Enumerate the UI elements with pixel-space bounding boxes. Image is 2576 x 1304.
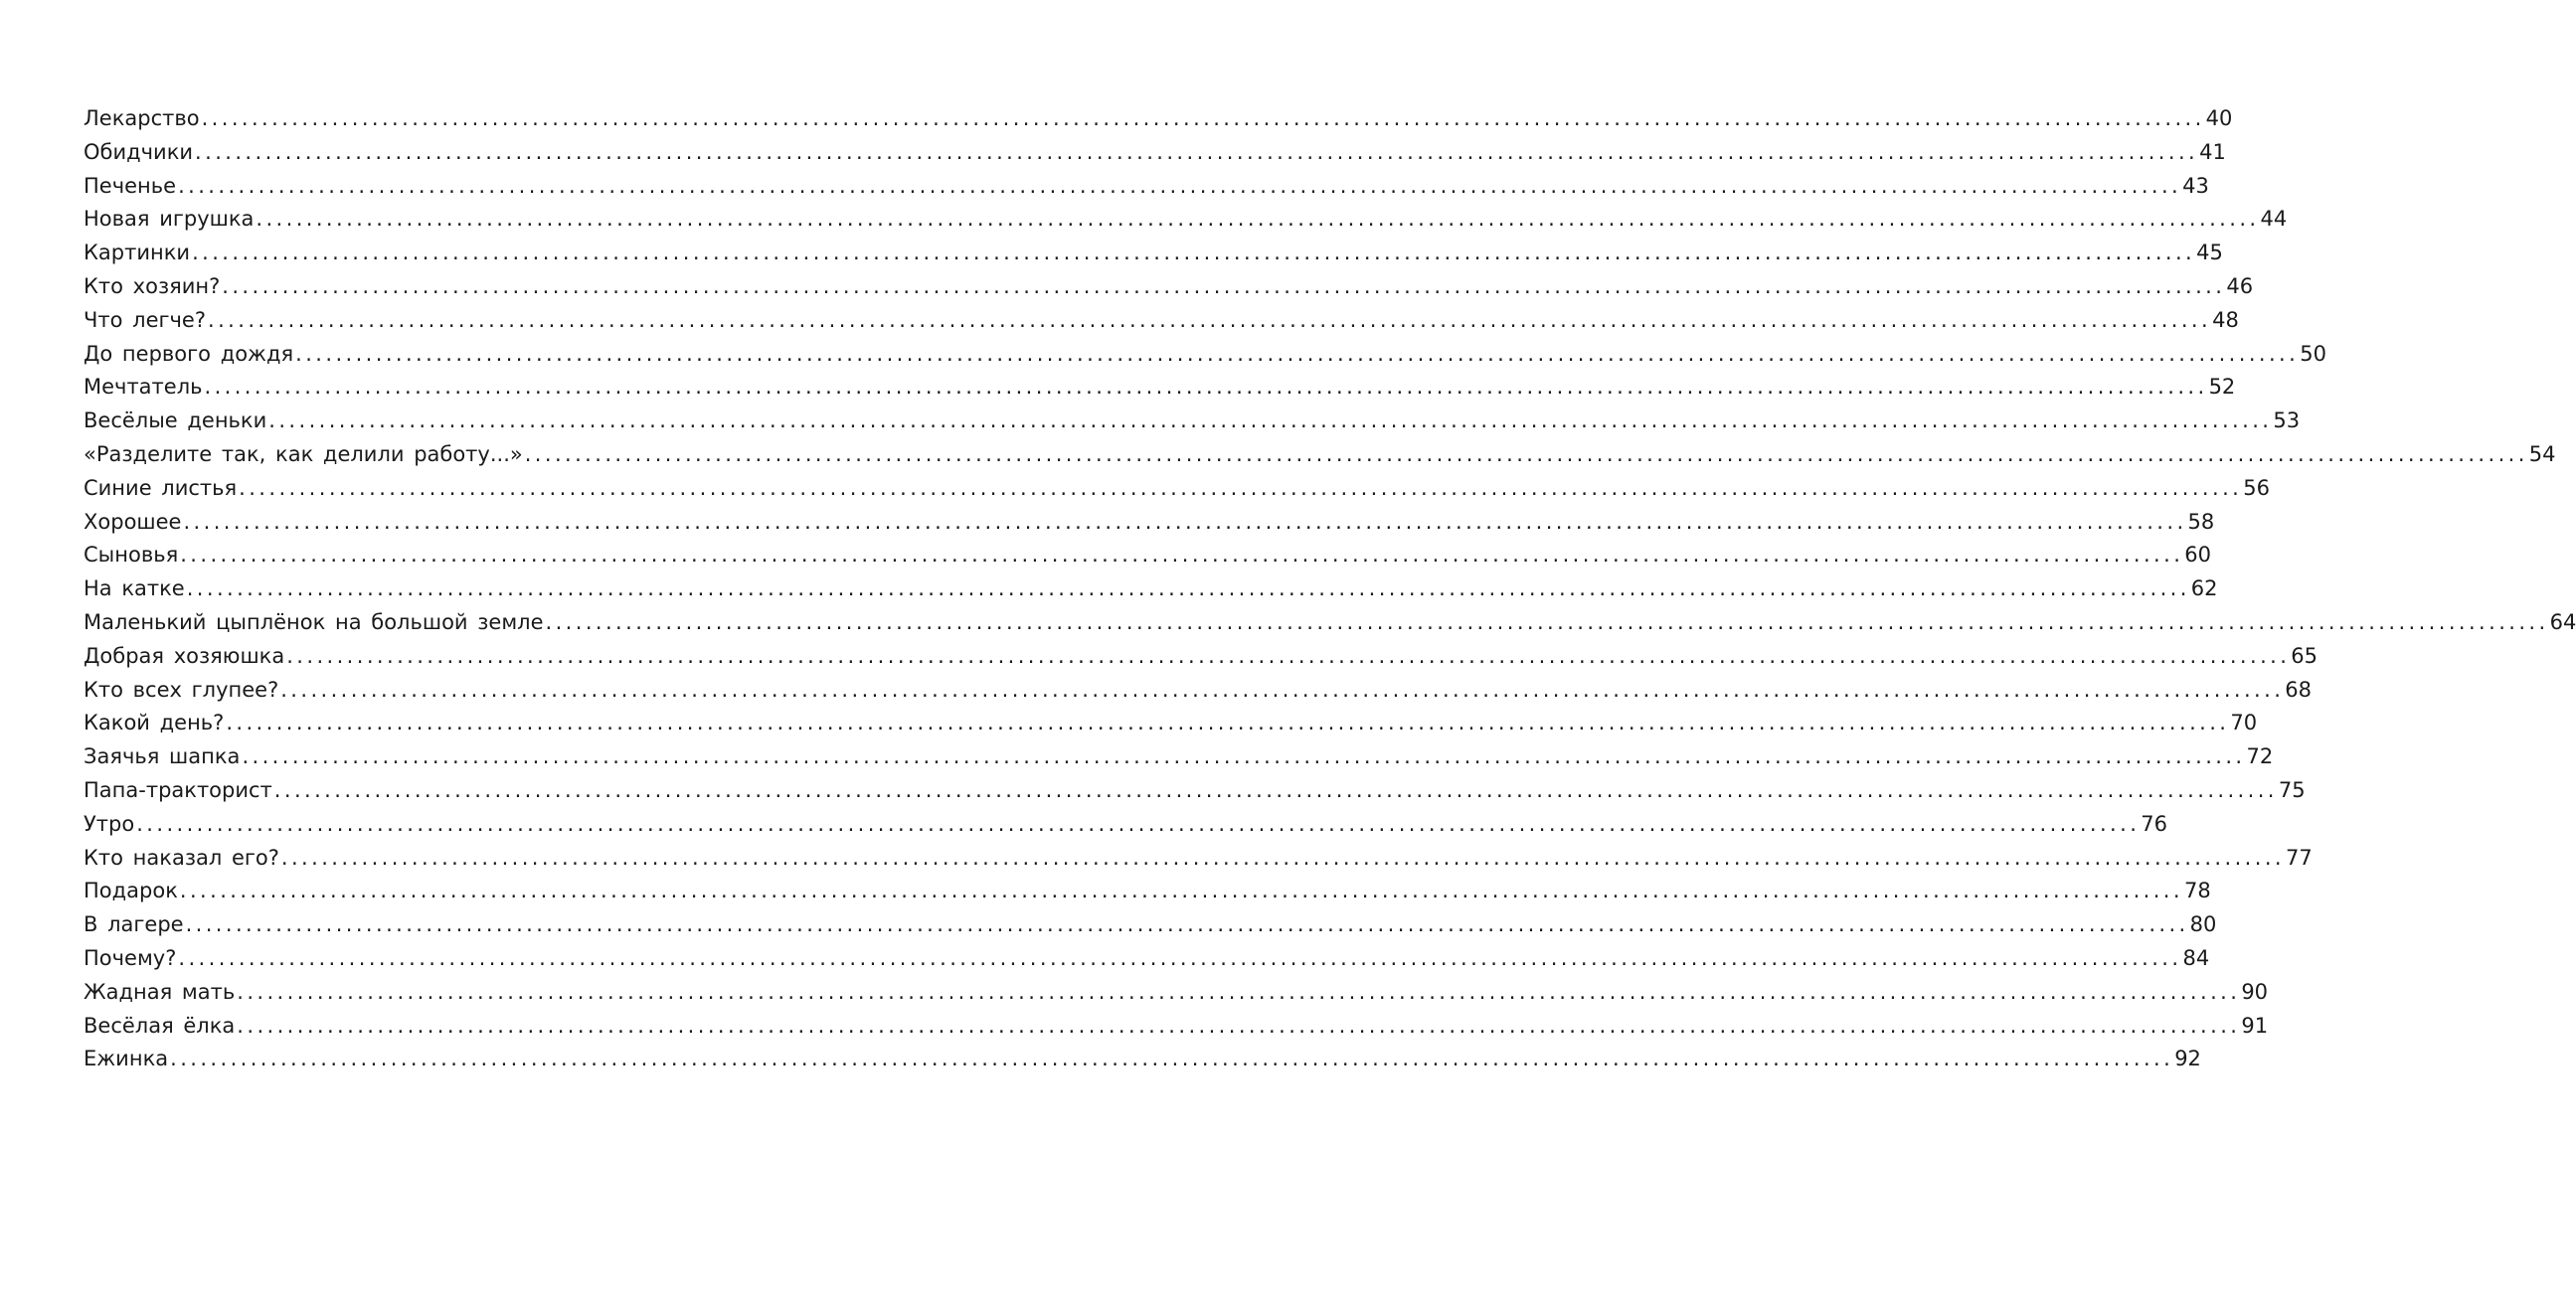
toc-entry-title: Кто всех глупее? xyxy=(84,677,279,702)
toc-entry xyxy=(84,1043,2201,1076)
toc-entry xyxy=(84,774,2306,808)
toc-leader-dots: ........................................................................................................................................................................................................ xyxy=(183,509,2187,534)
toc-entry xyxy=(84,740,2274,774)
toc-leader-dots: ........................................................................................................................................................................................................ xyxy=(208,307,2212,332)
toc-entry-title: Новая игрушка xyxy=(84,207,255,232)
toc-entry-title: Печенье xyxy=(84,173,177,198)
toc-entry-title: Синие листья xyxy=(84,475,238,500)
toc-leader-dots: ........................................................................................................................................................................................................ xyxy=(226,711,2230,735)
toc-entry-page: 76 xyxy=(2141,811,2168,836)
toc-entry-page: 65 xyxy=(2291,643,2318,668)
toc-leader-dots: ........................................................................................................................................................................................................ xyxy=(242,744,2246,769)
toc-entry-page: 58 xyxy=(2187,509,2215,534)
toc-entry-title: Маленький цыплёнок на большой земле xyxy=(84,609,544,634)
toc-leader-dots: ........................................................................................................................................................................................................ xyxy=(280,845,2285,870)
toc-entry-page: 78 xyxy=(2183,879,2211,903)
toc-entry-page: 84 xyxy=(2182,945,2210,970)
toc-leader-dots: ........................................................................................................................................................................................................ xyxy=(136,811,2141,836)
toc-entry xyxy=(84,875,2211,908)
toc-entry-title: Кто наказал его? xyxy=(84,845,279,870)
toc-leader-dots: ........................................................................................................................................................................................................ xyxy=(186,576,2190,601)
toc-entry-page: 77 xyxy=(2285,845,2313,870)
toc-leader-dots: ........................................................................................................................................................................................................ xyxy=(273,777,2278,802)
toc-entry-title: Лекарство xyxy=(84,106,200,130)
toc-entry xyxy=(84,606,2576,640)
toc-entry-page: 56 xyxy=(2243,475,2270,500)
toc-entry xyxy=(84,674,2313,708)
toc-entry xyxy=(84,472,2270,506)
toc-entry xyxy=(84,338,2326,372)
toc-entry-title: Жадная мать xyxy=(84,979,236,1004)
toc-entry-page: 91 xyxy=(2241,1013,2269,1038)
toc-entry-page: 62 xyxy=(2190,576,2218,601)
toc-leader-dots: ........................................................................................................................................................................................................ xyxy=(295,341,2300,366)
toc-entry xyxy=(84,572,2218,606)
toc-entry-title: Папа-тракторист xyxy=(84,777,272,802)
table-of-contents xyxy=(84,102,2576,1076)
toc-entry-page: 72 xyxy=(2246,744,2274,769)
toc-leader-dots: ........................................................................................................................................................................................................ xyxy=(280,677,2285,702)
toc-leader-dots: ........................................................................................................................................................................................................ xyxy=(524,441,2528,466)
toc-entry xyxy=(84,405,2301,438)
toc-entry-title: Ежинка xyxy=(84,1047,169,1071)
toc-entry xyxy=(84,707,2258,740)
toc-entry-page: 68 xyxy=(2285,677,2313,702)
toc-leader-dots: ........................................................................................................................................................................................................ xyxy=(268,408,2273,433)
toc-leader-dots: ........................................................................................................................................................................................................ xyxy=(222,273,2226,298)
toc-entry xyxy=(84,136,2226,170)
toc-entry-title: Утро xyxy=(84,811,135,836)
toc-entry xyxy=(84,842,2313,876)
toc-entry-page: 44 xyxy=(2260,207,2288,232)
toc-leader-dots: ........................................................................................................................................................................................................ xyxy=(545,609,2549,634)
toc-entry-page: 90 xyxy=(2241,979,2269,1004)
toc-entry-page: 52 xyxy=(2208,375,2236,400)
toc-entry xyxy=(84,539,2212,572)
toc-leader-dots: ........................................................................................................................................................................................................ xyxy=(170,1047,2174,1071)
toc-entry xyxy=(84,438,2556,472)
toc-leader-dots: ........................................................................................................................................................................................................ xyxy=(178,945,2182,970)
toc-entry xyxy=(84,640,2318,674)
toc-entry-title: «Разделите так, как делили работу...» xyxy=(84,441,523,466)
toc-entry xyxy=(84,304,2239,338)
toc-leader-dots: ........................................................................................................................................................................................................ xyxy=(201,106,2205,130)
toc-entry-title: В лагере xyxy=(84,912,184,937)
toc-leader-dots: ........................................................................................................................................................................................................ xyxy=(195,139,2199,164)
toc-leader-dots: ........................................................................................................................................................................................................ xyxy=(239,475,2243,500)
toc-entry xyxy=(84,976,2269,1010)
toc-entry-title: Кто хозяин? xyxy=(84,273,221,298)
toc-entry-title: Весёлая ёлка xyxy=(84,1013,236,1038)
toc-entry-title: Добрая хозяюшка xyxy=(84,643,285,668)
toc-entry-page: 46 xyxy=(2226,273,2254,298)
toc-entry-page: 60 xyxy=(2184,543,2212,568)
toc-entry-page: 53 xyxy=(2273,408,2301,433)
toc-leader-dots: ........................................................................................................................................................................................................ xyxy=(180,543,2184,568)
toc-entry-title: Обидчики xyxy=(84,139,194,164)
toc-entry-page: 40 xyxy=(2205,106,2233,130)
toc-entry xyxy=(84,203,2288,237)
toc-leader-dots: ........................................................................................................................................................................................................ xyxy=(237,1013,2241,1038)
toc-entry-title: Заячья шапка xyxy=(84,744,241,769)
toc-entry xyxy=(84,237,2223,270)
toc-entry-page: 75 xyxy=(2278,777,2306,802)
toc-leader-dots: ........................................................................................................................................................................................................ xyxy=(286,643,2291,668)
toc-entry-title: До первого дождя xyxy=(84,341,294,366)
toc-entry-page: 70 xyxy=(2230,711,2258,735)
toc-entry-page: 43 xyxy=(2182,173,2209,198)
toc-entry-title: Мечтатель xyxy=(84,375,203,400)
toc-entry-title: Хорошее xyxy=(84,509,182,534)
toc-entry-page: 50 xyxy=(2300,341,2326,366)
toc-entry xyxy=(84,506,2215,540)
toc-leader-dots: ........................................................................................................................................................................................................ xyxy=(179,879,2183,903)
toc-entry-title: Какой день? xyxy=(84,711,225,735)
toc-leader-dots: ........................................................................................................................................................................................................ xyxy=(178,173,2182,198)
toc-entry-page: 54 xyxy=(2528,441,2556,466)
toc-entry-title: На катке xyxy=(84,576,185,601)
toc-leader-dots: ........................................................................................................................................................................................................ xyxy=(185,912,2189,937)
toc-leader-dots: ........................................................................................................................................................................................................ xyxy=(256,207,2260,232)
toc-entry xyxy=(84,908,2217,942)
toc-entry-title: Сыновья xyxy=(84,543,179,568)
toc-leader-dots: ........................................................................................................................................................................................................ xyxy=(237,979,2241,1004)
toc-entry xyxy=(84,808,2168,842)
toc-entry-page: 45 xyxy=(2196,241,2223,265)
toc-entry-title: Что легче? xyxy=(84,307,207,332)
toc-entry-page: 92 xyxy=(2174,1047,2201,1071)
toc-entry xyxy=(84,270,2254,304)
toc-entry xyxy=(84,170,2209,204)
toc-entry xyxy=(84,942,2210,976)
toc-entry xyxy=(84,371,2236,405)
toc-entry-page: 64 xyxy=(2549,609,2576,634)
toc-entry-page: 80 xyxy=(2189,912,2217,937)
toc-entry-title: Подарок xyxy=(84,879,178,903)
toc-entry-page: 41 xyxy=(2199,139,2226,164)
toc-leader-dots: ........................................................................................................................................................................................................ xyxy=(192,241,2196,265)
toc-entry-page: 48 xyxy=(2212,307,2239,332)
toc-entry xyxy=(84,1010,2269,1044)
toc-leader-dots: ........................................................................................................................................................................................................ xyxy=(204,375,2208,400)
toc-entry-title: Картинки xyxy=(84,241,191,265)
toc-entry-title: Весёлые деньки xyxy=(84,408,267,433)
toc-entry-title: Почему? xyxy=(84,945,177,970)
toc-entry xyxy=(84,102,2233,136)
